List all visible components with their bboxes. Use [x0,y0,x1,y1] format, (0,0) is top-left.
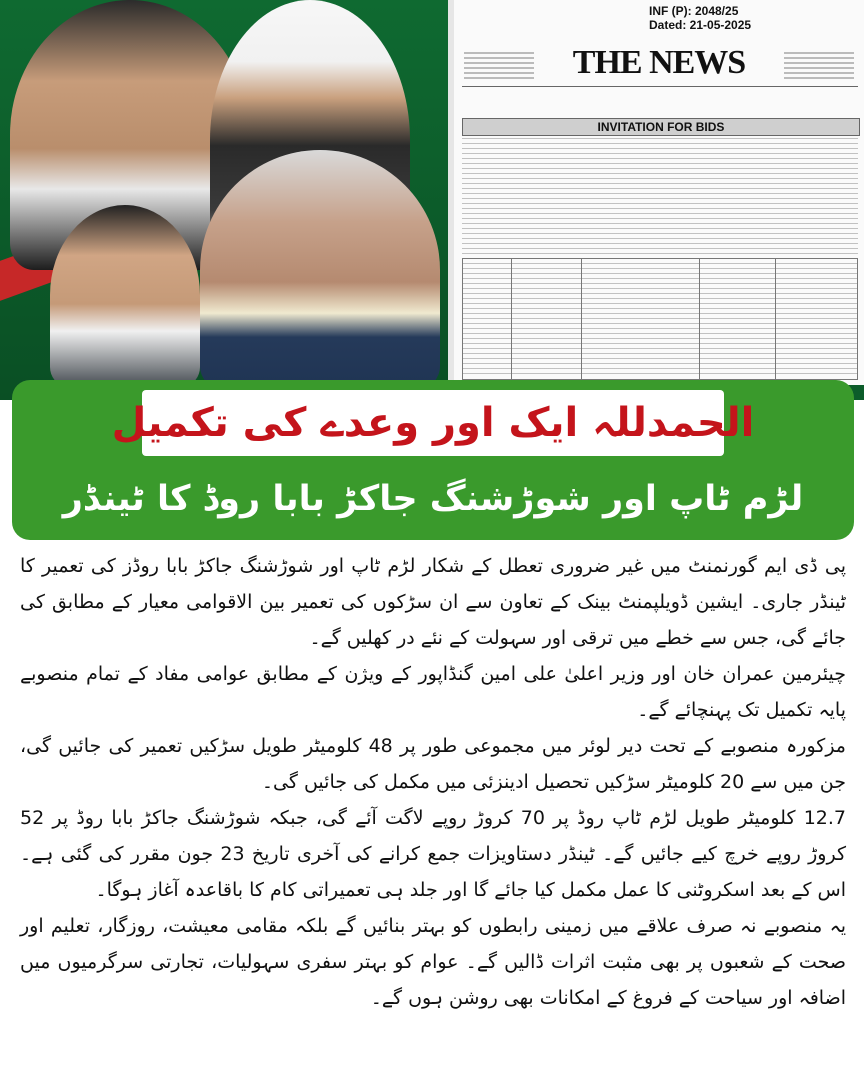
paragraph-1: پی ڈی ایم گورنمنٹ میں غیر ضروری تعطل کے شکار لڑم ٹاپ اور شوڑشنگ جاکڑ بابا روڈز کی تعمیر کا ٹینڈر جاری۔ ایشین ڈویلپمنٹ بینک کے تعاون سے ان سڑکوں کی تعمیر بین الاقوامی معیار کے مطابق کی جائے گی، جس سے خطے میں ترقی اور سہولت کے نئے در کھلیں گے۔ [20,555,846,649]
newspaper-clipping [448,0,864,385]
ref-number: INF (P): 2048/25 [649,4,739,18]
article-body [20,548,846,1076]
portrait-elder [200,150,440,390]
paragraph-3: مزکورہ منصوبے کے تحت دیر لوئر میں مجموعی طور پر 48 کلومیٹر طویل سڑکیں تعمیر کی جائیں گی، جن میں سے 20 کلومیٹر سڑکیں تحصیل ادینزئی میں مکمل کی جائیں گی۔ [20,735,846,793]
reference-block [649,4,751,32]
masthead-rule [462,86,858,87]
notice-title: INVITATION FOR BIDS [462,118,860,136]
ref-date: Dated: 21-05-2025 [649,18,752,32]
photo-collage [0,0,864,400]
headline-secondary: لڑم ٹاپ اور شوڑشنگ جاکڑ بابا روڈ کا ٹینڈر [62,479,804,519]
paragraph-2: چیئرمین عمران خان اور وزیر اعلیٰ علی امین گنڈاپور کے ویژن کے مطابق عوامی مفاد کے تمام منصوبے پایہ تکمیل تک پہنچائے گے۔ [20,663,846,721]
paragraph-4: 12.7 کلومیٹر طویل لڑم ٹاپ روڈ پر 70 کروڑ روپے لاگت آئے گی، جبکہ شوڑشنگ جاکڑ بابا روڈ پر 52 کروڑ روپے خرچ کیے جائیں گے۔ ٹینڈر دستاویزات جمع کرانے کی آخری تاریخ 23 جون مقرر کی گئی ہے۔ اس کے بعد اسکروٹنی کا عمل مکمل کیا جائے گا اور جلد ہی تعمیراتی کام کا باقاعدہ آغاز ہوگا۔ [20,807,846,901]
notice-table [462,258,858,380]
paragraph-5: یہ منصوبے نہ صرف علاقے میں زمینی رابطوں کو بہتر بنائیں گے بلکہ مقامی معیشت، روزگار، تعلیم اور صحت کے شعبوں پر بھی مثبت اثرات ڈالیں گے۔ عوام کو بہتر سفری سہولیات، تجارتی سرگرمیوں میں اضافہ اور سیاحت کے فروغ کے امکانات بھی روشن ہوں گے۔ [20,915,846,1009]
headline-banner [12,380,854,540]
headline-primary: الحمدللہ ایک اور وعدے کی تکمیل [111,400,755,446]
newspaper-masthead: THE NEWS [572,44,746,81]
portrait-glasses [50,205,200,385]
